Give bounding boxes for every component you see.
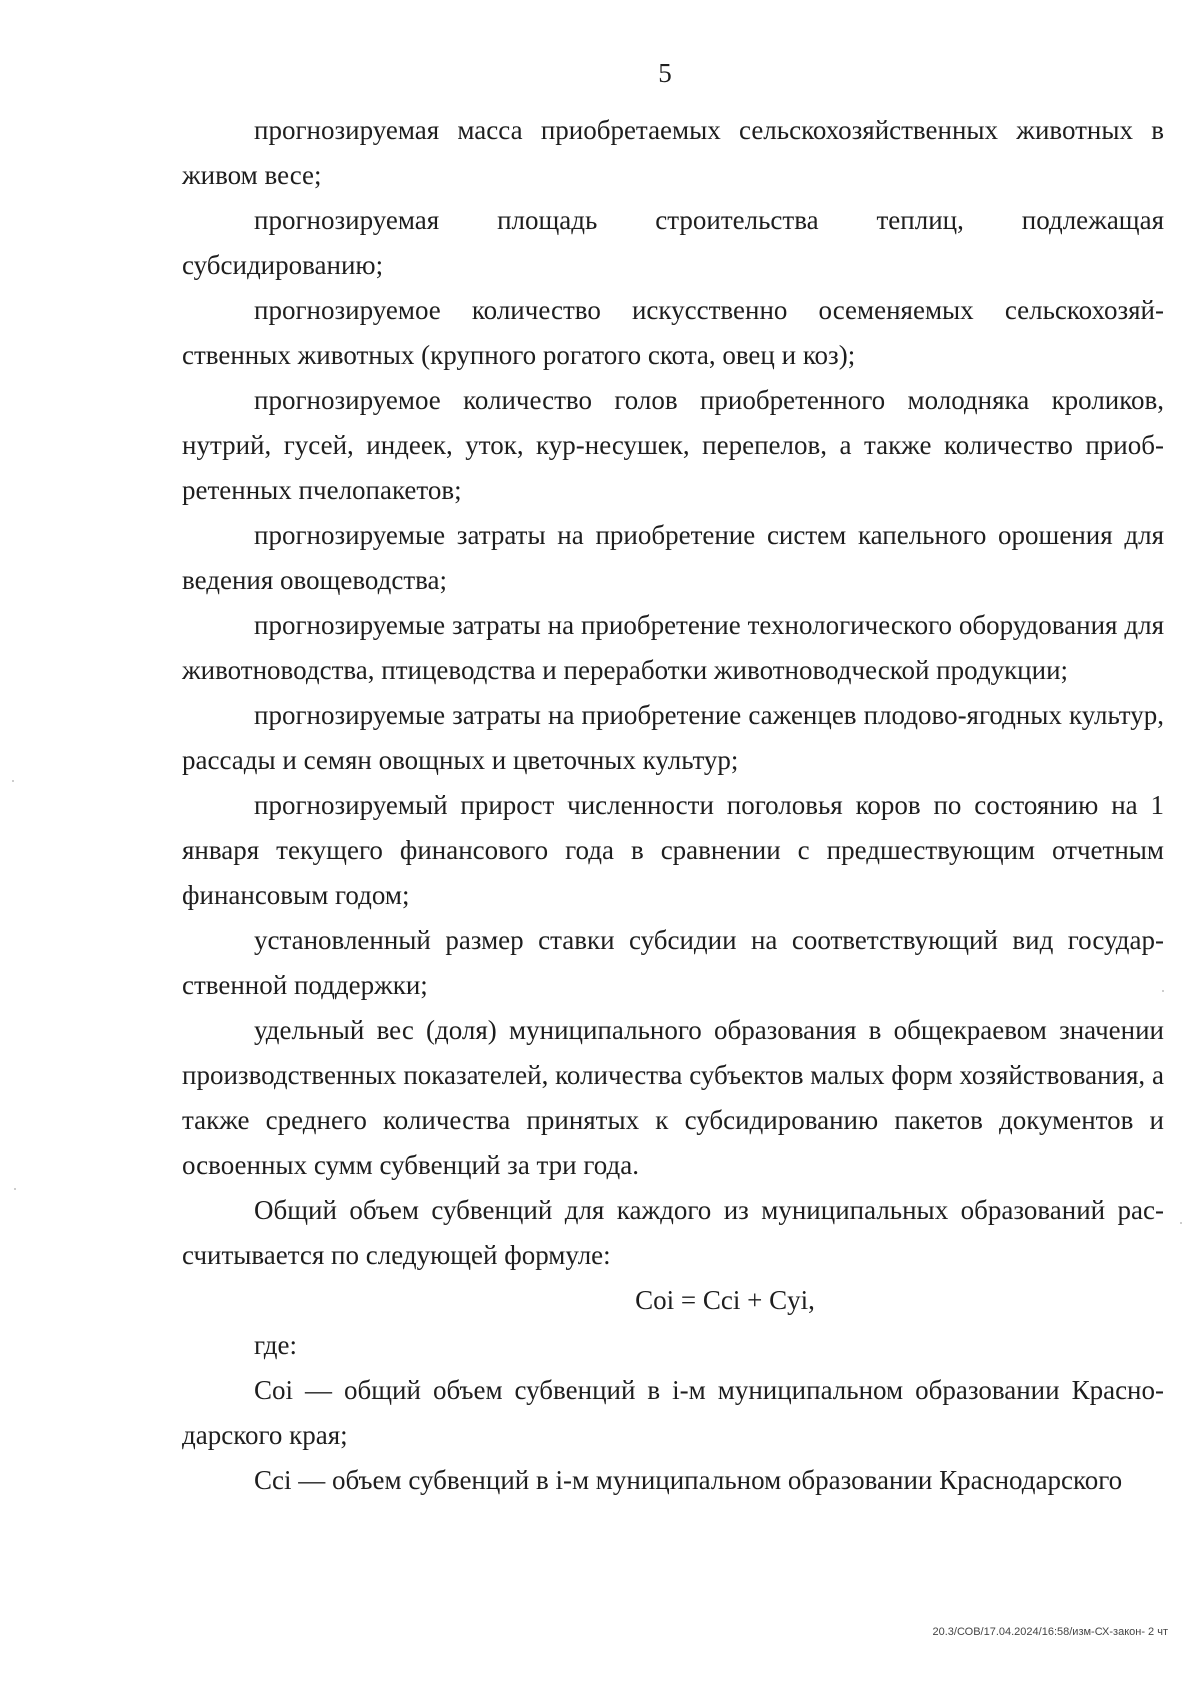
paragraph-cci-definition: Cci — объем субвенций в i-м муниципальном образовании Краснодарского: [254, 1465, 1123, 1495]
footer-stamp: 20.3/СОВ/17.04.2024/16:58/изм-СХ-закон- 2 чт: [932, 1626, 1168, 1638]
scan-speck: [1180, 1222, 1182, 1224]
paragraph-greenhouse-area: прогнозируемая площадь строительства теплиц, подлежащая субсидированию;: [182, 205, 1164, 280]
paragraph-subsidy-rate: установленный размер ставки субсидии на соответствующий вид государственной поддержки;: [182, 925, 1164, 1000]
scan-speck: [12, 780, 14, 782]
scan-speck: [14, 1188, 16, 1190]
formula: Coi = Cci + Cyi,: [635, 1285, 815, 1315]
paragraph-where: где:: [254, 1330, 297, 1360]
paragraph-drip-irrigation: прогнозируемые затраты на приобретение систем капельного орошения для ведения овощеводства;: [182, 520, 1164, 595]
document-body: [182, 108, 1164, 1503]
paragraph-insemination: прогнозируемое количество искусственно осеменяемых сельскохозяйственных животных (крупного рогатого скота, овец и коз);: [182, 295, 1164, 370]
paragraph-coi-definition: Coi — общий объем субвенций в i-м муниципальном образовании Краснодарского края;: [182, 1375, 1164, 1450]
paragraph-formula-intro: Общий объем субвенций для каждого из муниципальных образований рассчитывается по следующей формуле:: [182, 1195, 1164, 1270]
scan-speck: [1162, 990, 1164, 992]
paragraph-live-weight: прогнозируемая масса приобретаемых сельскохозяйственных животных в живом весе;: [182, 115, 1164, 190]
paragraph-equipment: прогнозируемые затраты на приобретение технологического оборудования для животноводства, птицеводства и переработки животноводческой продукции;: [182, 610, 1164, 685]
paragraph-young-animals: прогнозируемое количество голов приобретенного молодняка кроликов, нутрий, гусей, индеек, уток, кур-несушек, перепелов, а также количество приобретенных пчелопакетов;: [182, 385, 1164, 505]
paragraph-municipal-share: удельный вес (доля) муниципального образования в общекраевом значении производственных показателей, количества субъектов малых форм хозяйствования, а также среднего количества принятых к субсидированию пакетов документов и освоенных сумм субвенций за три года.: [182, 1015, 1164, 1180]
paragraph-seedlings: прогнозируемые затраты на приобретение саженцев плодово-ягодных культур, рассады и семян овощных и цветочных культур;: [182, 700, 1164, 775]
paragraph-cow-growth: прогнозируемый прирост численности поголовья коров по состоянию на 1 января текущего финансового года в сравнении с предшествующим отчетным финансовым годом;: [182, 790, 1164, 910]
page-number: 5: [658, 58, 672, 88]
